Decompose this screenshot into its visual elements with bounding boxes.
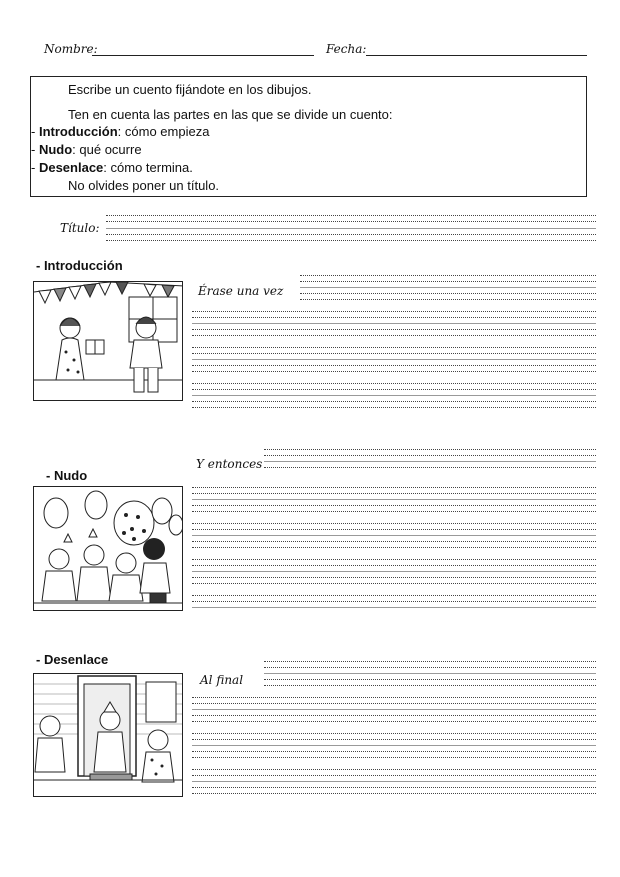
instructions-line-1: Escribe un cuento fijándote en los dibujos. xyxy=(68,82,312,97)
part-introduccion: - Introducción: cómo empieza xyxy=(31,124,210,139)
part-desenlace: - Desenlace: cómo termina. xyxy=(31,160,193,175)
section-heading-desenlace: - Desenlace xyxy=(36,652,109,667)
prompt-nudo: Y entonces xyxy=(196,457,263,471)
desenlace-writing-lines[interactable] xyxy=(192,697,596,795)
title-writing-lines[interactable] xyxy=(106,215,596,243)
instructions-box xyxy=(30,76,587,197)
instructions-line-2: Ten en cuenta las partes en las que se divide un cuento: xyxy=(68,107,393,122)
date-label: Fecha: xyxy=(326,42,367,56)
instructions-last-line: No olvides poner un título. xyxy=(68,178,220,193)
introduccion-illustration xyxy=(33,281,183,401)
nudo-writing-lines[interactable] xyxy=(192,487,596,609)
part-nudo: - Nudo: qué ocurre xyxy=(31,142,142,157)
name-label: Nombre: xyxy=(44,42,98,56)
section-heading-introduccion: - Introducción xyxy=(36,258,123,273)
nudo-first-lines[interactable] xyxy=(264,449,596,473)
desenlace-first-lines[interactable] xyxy=(264,661,596,687)
title-label: Título: xyxy=(60,221,100,235)
name-field[interactable] xyxy=(92,55,314,56)
prompt-desenlace: Al final xyxy=(200,673,244,687)
desenlace-illustration xyxy=(33,673,183,797)
introduccion-writing-lines[interactable] xyxy=(192,311,596,409)
nudo-illustration xyxy=(33,486,183,611)
introduccion-first-lines[interactable] xyxy=(300,275,596,301)
section-heading-nudo: - Nudo xyxy=(46,468,88,483)
date-field[interactable] xyxy=(366,55,587,56)
prompt-introduccion: Érase una vez xyxy=(198,284,284,298)
